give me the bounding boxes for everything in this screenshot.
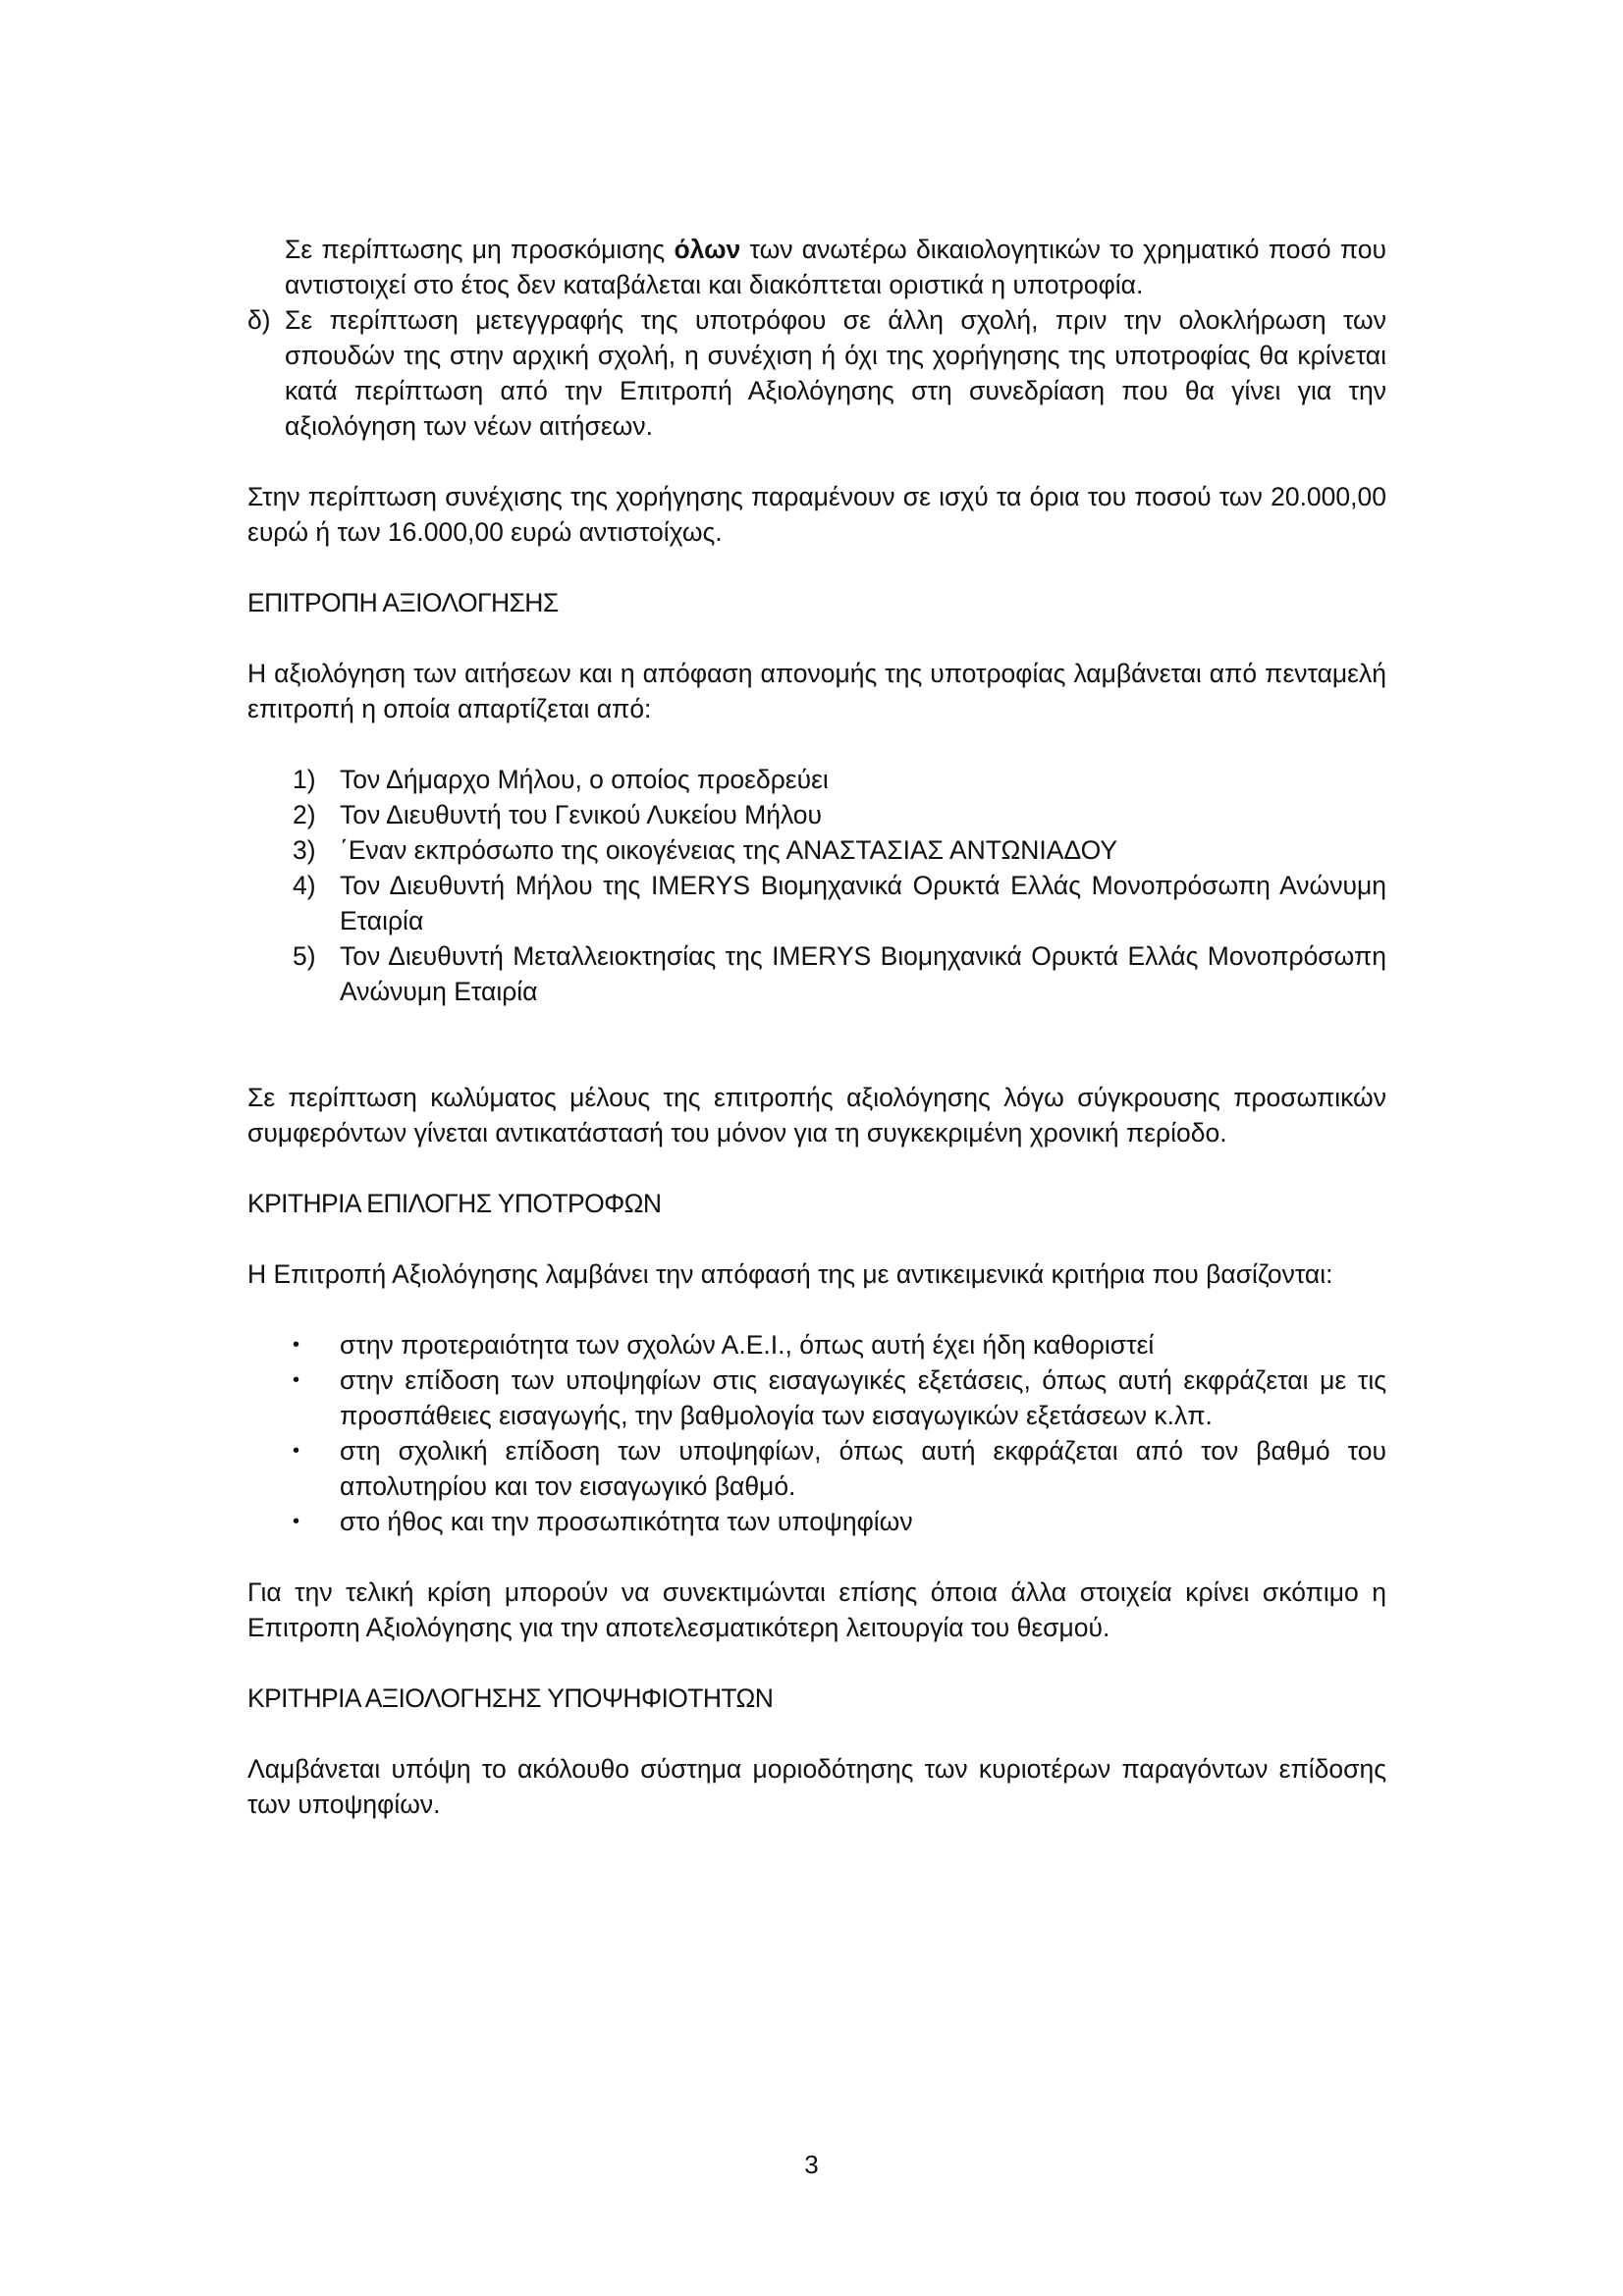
list-item xyxy=(293,797,1386,832)
list-item-text: Τον Διευθυντή Μεταλλειοκτησίας της IMERYS Βιομηχανικά Ορυκτά Ελλάς Μονοπρόσωπη Ανώνυμη Εταιρία xyxy=(340,941,1386,1006)
list-number: 1) xyxy=(293,765,316,794)
paragraph-c-continuation xyxy=(247,232,1386,302)
page-number: 3 xyxy=(804,2150,819,2179)
paragraph-committee-intro: Η αξιολόγηση των αιτήσεων και η απόφαση απονομής της υποτροφίας λαμβάνεται από πενταμελή επιτροπή η οποία απαρτίζεται από: xyxy=(247,659,1386,723)
emphasis-bold: όλων xyxy=(674,235,741,264)
paragraph-final-judgement: Για την τελική κρίση μπορούν να συνεκτιμώνται επίσης όποια άλλα στοιχεία κρίνει σκόπιμο η Επιτροπη Αξιολόγησης για την αποτελεσματικότερη λειτουργία του θεσμού. xyxy=(247,1577,1386,1642)
list-item-text: Τον Διευθυντή του Γενικού Λυκείου Μήλου xyxy=(340,800,823,829)
list-number: 2) xyxy=(293,800,316,829)
heading-selection-criteria: ΚΡΙΤΗΡΙΑ ΕΠΙΛΟΓΗΣ ΥΠΟΤΡΟΦΩΝ xyxy=(247,1189,662,1218)
bullet-icon: • xyxy=(293,1334,300,1356)
bullet-icon: • xyxy=(293,1511,300,1532)
list-item-text: στη σχολική επίδοση των υποψηφίων, όπως αυτή εκφράζεται από τον βαθμό του απολυτηρίου και τον εισαγωγικό βαθμό. xyxy=(340,1436,1386,1501)
list-item-d xyxy=(247,302,1386,444)
list-item-text: Τον Διευθυντή Μήλου της IMERYS Βιομηχανικά Ορυκτά Ελλάς Μονοπρόσωπη Ανώνυμη Εταιρία xyxy=(340,871,1386,935)
list-item xyxy=(293,762,1386,797)
list-item-text: στην επίδοση των υποψηφίων στις εισαγωγικές εξετάσεις, όπως αυτή εκφράζεται με τις προσπάθειες εισαγωγής, την βαθμολογία των εισαγωγικών εξετάσεων κ.λπ. xyxy=(340,1365,1386,1430)
list-number: 3) xyxy=(293,835,316,865)
list-item-text: Τον Δήμαρχο Μήλου, ο οποίος προεδρεύει xyxy=(340,765,829,794)
list-item-text: Σε περίπτωση μετεγγραφής της υποτρόφου σε άλλη σχολή, πριν την ολοκλήρωση των σπουδών της στην αρχική σχολή, η συνέχιση ή όχι της χορήγησης της υποτροφίας θα κρίνεται κατά περίπτωση από την Επιτροπή Αξιολόγησης στη συνεδρίαση που θα γίνει για την αξιολόγηση των νέων αιτήσεων. xyxy=(285,305,1386,441)
paragraph-conflict-of-interest: Σε περίπτωση κωλύματος μέλους της επιτροπής αξιολόγησης λόγω σύγκρουσης προσωπικών συμφερόντων γίνεται αντικατάστασή του μόνον για τη συγκεκριμένη χρονική περίοδο. xyxy=(247,1083,1386,1148)
list-item xyxy=(293,832,1386,868)
list-item-text: στο ήθος και την προσωπικότητα των υποψηφίων xyxy=(340,1507,913,1536)
list-item xyxy=(293,868,1386,938)
paragraph-evaluation-intro: Λαμβάνεται υπόψη το ακόλουθο σύστημα μοριοδότησης των κυριοτέρων παραγόντων επίδοσης των υποψηφίων. xyxy=(247,1754,1386,1819)
list-number: 5) xyxy=(293,941,316,971)
heading-committee: ΕΠΙΤΡΟΠΗ ΑΞΙΟΛΟΓΗΣΗΣ xyxy=(247,588,559,617)
criteria-bullet-list xyxy=(247,1327,1386,1539)
list-item xyxy=(293,938,1386,1009)
document-body xyxy=(247,232,1386,1822)
text-run: Σε περίπτωσης μη προσκόμισης xyxy=(285,235,675,264)
list-item xyxy=(293,1504,1386,1539)
list-item-text: ΄Εναν εκπρόσωπο της οικογένειας της ΑΝΑΣΤΑΣΙΑΣ ΑΝΤΩΝΙΑΔΟΥ xyxy=(340,835,1118,865)
heading-evaluation-criteria: ΚΡΙΤΗΡΙΑ ΑΞΙΟΛΟΓΗΣΗΣ ΥΠΟΨΗΦΙΟΤΗΤΩΝ xyxy=(247,1683,774,1713)
list-marker: δ) xyxy=(247,305,271,335)
bullet-icon: • xyxy=(293,1440,300,1462)
list-item-text: στην προτεραιότητα των σχολών Α.Ε.Ι., όπως αυτή έχει ήδη καθοριστεί xyxy=(340,1330,1155,1360)
bullet-icon: • xyxy=(293,1369,300,1391)
list-item xyxy=(293,1362,1386,1433)
list-number: 4) xyxy=(293,871,316,900)
text-run: των ανωτέρω δικαιολογητικών το χρηματικό ποσό που αντιστοιχεί στο έτος δεν καταβάλεται και διακόπτεται οριστικά η υποτροφία. xyxy=(285,235,1386,299)
committee-members-list xyxy=(247,762,1386,1009)
list-item xyxy=(293,1327,1386,1362)
paragraph-continuation-limits: Στην περίπτωση συνέχισης της χορήγησης παραμένουν σε ισχύ τα όρια του ποσού των 20.000,00 ευρώ ή των 16.000,00 ευρώ αντιστοίχως. xyxy=(247,482,1386,547)
paragraph-criteria-intro: Η Επιτροπή Αξιολόγησης λαμβάνει την απόφασή της με αντικειμενικά κριτήρια που βασίζονται: xyxy=(247,1259,1333,1289)
list-item xyxy=(293,1433,1386,1504)
